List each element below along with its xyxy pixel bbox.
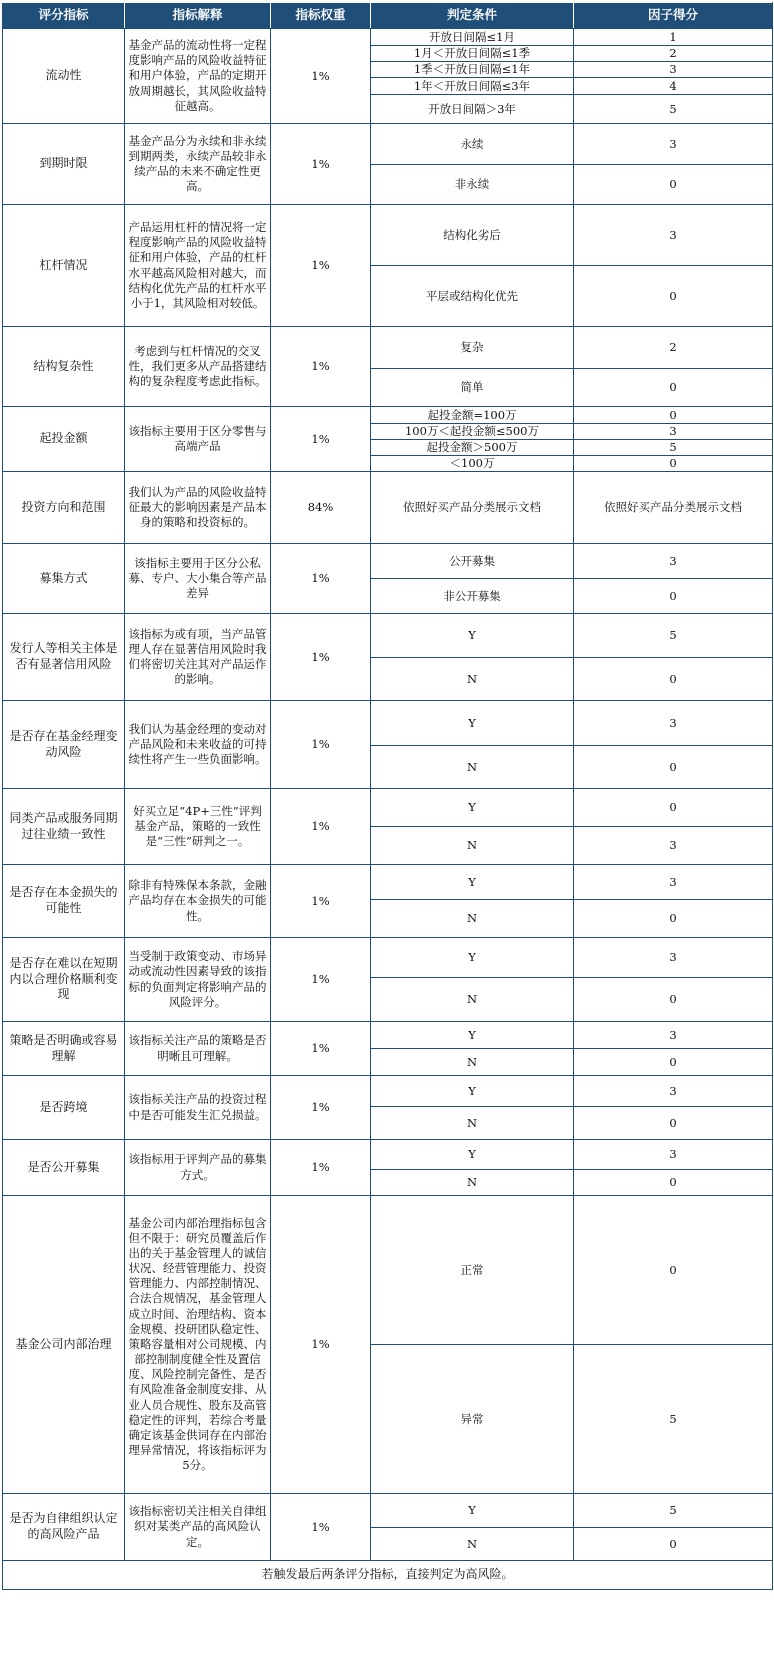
indicator-cell: 是否为自律组织认定的高风险产品 xyxy=(3,1494,125,1561)
condition-cell: 开放日间隔≤1月 xyxy=(371,29,574,46)
table-row xyxy=(3,701,773,746)
score-cell: 0 xyxy=(574,369,773,407)
condition-cell: Y xyxy=(371,1022,574,1049)
header-weight: 指标权重 xyxy=(271,3,371,29)
score-cell: 3 xyxy=(574,124,773,165)
condition-cell: Y xyxy=(371,865,574,900)
condition-cell: Y xyxy=(371,1076,574,1107)
table-row xyxy=(3,1022,773,1049)
condition-cell: N xyxy=(371,900,574,938)
score-cell: 3 xyxy=(574,1076,773,1107)
score-cell: 5 xyxy=(574,614,773,658)
condition-cell: N xyxy=(371,1107,574,1140)
condition-cell: Y xyxy=(371,701,574,746)
explanation-cell: 产品运用杠杆的情况将一定程度影响产品的风险收益特征和用户体验，产品的杠杆水平越高风险相对越大，而结构化优先产品的杠杆水平小于1，其风险相对较低。 xyxy=(125,205,271,327)
table-row xyxy=(3,1076,773,1107)
condition-cell: 正常 xyxy=(371,1196,574,1345)
explanation-cell: 当受制于政策变动、市场异动或流动性因素导致的该指标的负面判定将影响产品的风险评分。 xyxy=(125,938,271,1022)
score-cell: 3 xyxy=(574,1140,773,1170)
table-row xyxy=(3,29,773,46)
weight-cell: 1% xyxy=(271,407,371,472)
condition-cell: Y xyxy=(371,614,574,658)
condition-cell: 起投金额=100万 xyxy=(371,407,574,424)
score-cell: 2 xyxy=(574,327,773,369)
indicator-cell: 起投金额 xyxy=(3,407,125,472)
condition-cell: 异常 xyxy=(371,1345,574,1494)
condition-cell: 复杂 xyxy=(371,327,574,369)
score-cell: 3 xyxy=(574,701,773,746)
weight-cell: 1% xyxy=(271,205,371,327)
condition-cell: 1年＜开放日间隔≤3年 xyxy=(371,78,574,95)
table-row xyxy=(3,327,773,369)
weight-cell: 1% xyxy=(271,29,371,124)
indicator-cell: 到期时限 xyxy=(3,124,125,205)
weight-cell: 1% xyxy=(271,789,371,865)
score-cell: 1 xyxy=(574,29,773,46)
explanation-cell: 该指标主要用于区分公私募、专户、大小集合等产品差异 xyxy=(125,544,271,614)
score-cell: 0 xyxy=(574,266,773,327)
condition-cell: 1月＜开放日间隔≤1季 xyxy=(371,46,574,62)
explanation-cell: 该指标关注产品的策略是否明晰且可理解。 xyxy=(125,1022,271,1076)
indicator-cell: 投资方向和范围 xyxy=(3,472,125,544)
score-cell: 3 xyxy=(574,1022,773,1049)
table-row xyxy=(3,1140,773,1170)
explanation-cell: 该指标为或有项，当产品管理人存在显著信用风险时我们将密切关注其对产品运作的影响。 xyxy=(125,614,271,701)
indicator-cell: 结构复杂性 xyxy=(3,327,125,407)
header-row xyxy=(3,3,773,29)
risk-scoring-table xyxy=(2,2,773,1590)
score-cell: 0 xyxy=(574,579,773,614)
footer-row xyxy=(3,1561,773,1590)
table-row xyxy=(3,407,773,424)
score-cell: 0 xyxy=(574,978,773,1022)
score-cell: 0 xyxy=(574,1196,773,1345)
explanation-cell: 好买立足“4P+三性”评判基金产品，策略的一致性是“三性”研判之一。 xyxy=(125,789,271,865)
score-cell: 0 xyxy=(574,746,773,789)
explanation-cell: 该指标关注产品的投资过程中是否可能发生汇兑损益。 xyxy=(125,1076,271,1140)
header-score: 因子得分 xyxy=(574,3,773,29)
indicator-cell: 杠杆情况 xyxy=(3,205,125,327)
condition-cell: 起投金额＞500万 xyxy=(371,440,574,456)
condition-cell: 非永续 xyxy=(371,165,574,205)
condition-cell: Y xyxy=(371,938,574,978)
condition-cell: 平层或结构化优先 xyxy=(371,266,574,327)
indicator-cell: 同类产品或服务同期过往业绩一致性 xyxy=(3,789,125,865)
table-row xyxy=(3,205,773,266)
score-cell: 3 xyxy=(574,938,773,978)
weight-cell: 1% xyxy=(271,544,371,614)
condition-cell: Y xyxy=(371,789,574,827)
explanation-cell: 我们认为产品的风险收益特征最大的影响因素是产品本身的策略和投资标的。 xyxy=(125,472,271,544)
indicator-cell: 募集方式 xyxy=(3,544,125,614)
indicator-cell: 是否公开募集 xyxy=(3,1140,125,1196)
condition-cell: N xyxy=(371,746,574,789)
weight-cell: 1% xyxy=(271,614,371,701)
weight-cell: 1% xyxy=(271,1494,371,1561)
score-cell: 0 xyxy=(574,165,773,205)
table-row xyxy=(3,1196,773,1345)
score-cell: 0 xyxy=(574,1049,773,1076)
weight-cell: 1% xyxy=(271,1140,371,1196)
weight-cell: 1% xyxy=(271,701,371,789)
score-cell: 5 xyxy=(574,1494,773,1528)
explanation-cell: 考虑到与杠杆情况的交叉性，我们更多从产品搭建结构的复杂程度考虑此指标。 xyxy=(125,327,271,407)
table-row xyxy=(3,472,773,544)
explanation-cell: 基金产品的流动性将一定程度影响产品的风险收益特征和用户体验，产品的定期开放周期越长，其风险收益特征越高。 xyxy=(125,29,271,124)
table-row xyxy=(3,789,773,827)
score-cell: 0 xyxy=(574,1107,773,1140)
footer-note: 若触发最后两条评分指标，直接判定为高风险。 xyxy=(3,1561,773,1590)
score-cell: 0 xyxy=(574,658,773,701)
table-row xyxy=(3,1494,773,1528)
score-cell: 3 xyxy=(574,865,773,900)
header-indicator: 评分指标 xyxy=(3,3,125,29)
score-cell: 3 xyxy=(574,544,773,579)
indicator-cell: 策略是否明确或容易理解 xyxy=(3,1022,125,1076)
explanation-cell: 基金产品分为永续和非永续到期两类，永续产品较非永续产品的未来不确定性更高。 xyxy=(125,124,271,205)
weight-cell: 1% xyxy=(271,1076,371,1140)
indicator-cell: 是否存在难以在短期内以合理价格顺利变现 xyxy=(3,938,125,1022)
score-cell: 5 xyxy=(574,95,773,124)
score-cell: 0 xyxy=(574,1170,773,1196)
indicator-cell: 是否存在本金损失的可能性 xyxy=(3,865,125,938)
table-row xyxy=(3,614,773,658)
condition-cell: N xyxy=(371,1049,574,1076)
score-cell: 0 xyxy=(574,407,773,424)
condition-cell: 非公开募集 xyxy=(371,579,574,614)
header-condition: 判定条件 xyxy=(371,3,574,29)
weight-cell: 1% xyxy=(271,327,371,407)
condition-cell: N xyxy=(371,978,574,1022)
indicator-cell: 流动性 xyxy=(3,29,125,124)
condition-cell: N xyxy=(371,827,574,865)
weight-cell: 1% xyxy=(271,1196,371,1494)
score-cell: 5 xyxy=(574,440,773,456)
indicator-cell: 发行人等相关主体是否有显著信用风险 xyxy=(3,614,125,701)
condition-cell: 结构化劣后 xyxy=(371,205,574,266)
table-row xyxy=(3,124,773,165)
score-cell: 4 xyxy=(574,78,773,95)
table-row xyxy=(3,865,773,900)
score-cell: 2 xyxy=(574,46,773,62)
condition-cell: Y xyxy=(371,1140,574,1170)
explanation-cell: 基金公司内部治理指标包含但不限于：研究员覆盖后作出的关于基金管理人的诚信状况、经营管理能力、投资管理能力、内部控制情况、合法合规情况，基金管理人成立时间、治理结构、资本金规模、投研团队稳定性、策略容量相对公司规模、内部控制制度健全性及置信度、风险控制完备性、是否有风险准备金制度安排、从业人员合规性、股东及高管稳定性的评判，若综合考量确定该基金供词存在内部治理异常情况，将该指标评为5分。 xyxy=(125,1196,271,1494)
explanation-cell: 该指标密切关注相关自律组织对某类产品的高风险认定。 xyxy=(125,1494,271,1561)
score-cell: 0 xyxy=(574,789,773,827)
condition-cell: ＜100万 xyxy=(371,456,574,472)
condition-cell: 永续 xyxy=(371,124,574,165)
score-cell: 0 xyxy=(574,456,773,472)
weight-cell: 1% xyxy=(271,938,371,1022)
score-cell: 3 xyxy=(574,424,773,440)
score-cell: 依照好买产品分类展示文档 xyxy=(574,472,773,544)
condition-cell: 简单 xyxy=(371,369,574,407)
condition-cell: 开放日间隔＞3年 xyxy=(371,95,574,124)
weight-cell: 1% xyxy=(271,865,371,938)
table-row xyxy=(3,938,773,978)
score-cell: 0 xyxy=(574,1528,773,1561)
condition-cell: N xyxy=(371,1170,574,1196)
condition-cell: 100万＜起投金额≤500万 xyxy=(371,424,574,440)
condition-cell: 依照好买产品分类展示文档 xyxy=(371,472,574,544)
score-cell: 3 xyxy=(574,205,773,266)
score-cell: 3 xyxy=(574,62,773,78)
condition-cell: N xyxy=(371,1528,574,1561)
condition-cell: 公开募集 xyxy=(371,544,574,579)
score-cell: 0 xyxy=(574,900,773,938)
indicator-cell: 是否存在基金经理变动风险 xyxy=(3,701,125,789)
explanation-cell: 我们认为基金经理的变动对产品风险和未来收益的可持续性将产生一些负面影响。 xyxy=(125,701,271,789)
weight-cell: 84% xyxy=(271,472,371,544)
indicator-cell: 是否跨境 xyxy=(3,1076,125,1140)
header-explanation: 指标解释 xyxy=(125,3,271,29)
explanation-cell: 该指标主要用于区分零售与高端产品 xyxy=(125,407,271,472)
condition-cell: 1季＜开放日间隔≤1年 xyxy=(371,62,574,78)
score-cell: 5 xyxy=(574,1345,773,1494)
condition-cell: N xyxy=(371,658,574,701)
explanation-cell: 该指标用于评判产品的募集方式。 xyxy=(125,1140,271,1196)
explanation-cell: 除非有特殊保本条款，金融产品均存在本金损失的可能性。 xyxy=(125,865,271,938)
indicator-cell: 基金公司内部治理 xyxy=(3,1196,125,1494)
score-cell: 3 xyxy=(574,827,773,865)
table-row xyxy=(3,544,773,579)
weight-cell: 1% xyxy=(271,1022,371,1076)
weight-cell: 1% xyxy=(271,124,371,205)
condition-cell: Y xyxy=(371,1494,574,1528)
